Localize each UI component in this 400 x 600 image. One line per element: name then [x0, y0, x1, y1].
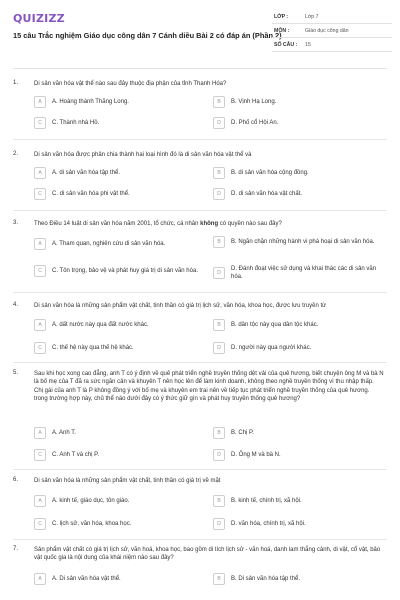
option-letter-box: C [34, 518, 46, 530]
option-c[interactable] [34, 188, 130, 200]
option-d[interactable] [213, 117, 278, 129]
option-b[interactable] [213, 167, 309, 179]
page-title: 15 câu Trắc nghiệm Giáo dục công dân 7 Cánh diều Bài 2 có đáp án (Phần 2) [13, 31, 282, 40]
option-letter-box: B [213, 96, 225, 108]
meta-value: Giáo dục công dân [305, 27, 349, 34]
option-c[interactable] [34, 449, 99, 461]
question-text [34, 220, 384, 228]
option-letter-box: B [213, 236, 225, 248]
option-d[interactable] [213, 342, 311, 354]
option-letter-box: A [34, 319, 46, 331]
option-letter-box: A [34, 495, 46, 507]
option-text: D. người này qua người khác. [231, 344, 312, 351]
header-divider [13, 68, 387, 69]
question-text: Di sản văn hóa là những sản phẩm vật chất, tinh thần có giá trị về mặt [34, 478, 221, 484]
option-text: B. Vịnh Hạ Long. [231, 98, 277, 105]
question-number: 1. [13, 80, 19, 86]
meta-value: 15 [305, 41, 311, 48]
option-a[interactable] [34, 167, 120, 179]
option-b[interactable] [213, 96, 276, 108]
question-divider [13, 362, 387, 363]
meta-value: Lớp 7 [305, 13, 319, 20]
option-c[interactable] [34, 342, 134, 354]
option-a[interactable] [34, 238, 165, 250]
question-text: Di sản văn hóa vật thể nào sau đây thuộc địa phận của tỉnh Thanh Hóa? [34, 81, 227, 87]
option-text: A. Tham quan, nghiên cứu di sản văn hóa. [52, 240, 166, 247]
option-letter-box: D [213, 449, 225, 461]
option-d[interactable] [213, 188, 302, 200]
option-letter-box: A [34, 427, 46, 439]
option-letter-box: B [213, 573, 225, 585]
option-text: B. kinh tế, chính trị, xã hội. [231, 497, 302, 504]
option-letter-box: B [213, 495, 225, 507]
option-text: A. Di sản văn hóa vật thể. [52, 575, 121, 582]
option-b[interactable] [213, 236, 383, 248]
option-letter-box: B [213, 427, 225, 439]
option-text: B. Chị P. [231, 429, 254, 436]
option-b[interactable] [213, 573, 300, 585]
option-letter-box: B [213, 319, 225, 331]
option-text: C. Anh T và chị P. [52, 451, 100, 458]
question-text-part: có quyền nào sau đây? [218, 221, 282, 227]
option-text: C. thế hệ này qua thế hệ khác. [52, 344, 134, 351]
option-a[interactable] [34, 319, 149, 331]
meta-row-count [272, 38, 392, 52]
option-letter-box: C [34, 188, 46, 200]
option-text: C. Tôn trọng, bảo vệ và phát huy giá trị di sản văn hóa. [52, 267, 198, 274]
option-c[interactable] [34, 265, 204, 277]
question-number: 3. [13, 220, 19, 226]
question-number: 4. [13, 302, 19, 308]
question-divider [13, 539, 387, 540]
option-text: B. Di sản văn hóa tập thể. [231, 575, 301, 582]
question-number: 6. [13, 477, 19, 483]
option-text: D. Đánh đoạt việc sử dụng và khai thác các di sản văn hóa. [231, 266, 377, 281]
option-a[interactable] [34, 427, 76, 439]
question-divider [13, 210, 387, 211]
meta-label: LỚP : [274, 13, 289, 20]
question-text-part: Theo Điều 14 luật di sản văn hóa năm 2001, tổ chức, cá nhân [34, 221, 201, 227]
option-text: C. lịch sử, văn hóa, khoa học. [52, 520, 132, 527]
question-divider [13, 469, 387, 470]
question-text: Di sản văn hóa là những sản phẩm vật chất, tinh thần có giá trị lịch sử, văn hóa, khoa học, được lưu truyền từ [34, 303, 327, 309]
option-a[interactable] [34, 96, 129, 108]
option-c[interactable] [34, 117, 99, 129]
option-d[interactable] [213, 449, 281, 461]
option-letter-box: D [213, 267, 225, 279]
meta-label: MÔN : [274, 27, 290, 34]
option-text: D. văn hóa, chính trị, xã hội. [231, 520, 306, 527]
option-text: D. Phố cổ Hội An. [231, 119, 279, 126]
option-text: B. dân tộc này qua dân tộc khác. [231, 321, 319, 328]
option-b[interactable] [213, 319, 318, 331]
meta-table [272, 10, 392, 52]
option-a[interactable] [34, 573, 121, 585]
option-letter-box: A [34, 96, 46, 108]
option-text: B. Ngăn chặn những hành vi phá hoại di sản văn hóa. [231, 238, 375, 245]
question-text: Sau khi học xong cao đẳng, anh T có ý định về quê phát triển nghề truyền thống dệt vải của quê hương, biết chuyện ông M và bà N là bố mẹ của T đã ra sức ngăn cản và khuyên T nên học lên để làm kinh doanh, không theo nghề truyền thống vì thu nhập thấp. Chị gái của anh T là P không đồng ý với bố mẹ và khuyên em trai nên về tiếp tục phát triển nghề truyền thống của quê hương. trong trường hợp này, chủ thể nào dưới đây có ý thức giữ gìn và phát huy truyền thống quê hương? [34, 371, 384, 403]
question-text-emphasis: không [200, 221, 219, 227]
option-letter-box: D [213, 117, 225, 129]
option-text: A. Anh T. [52, 429, 76, 436]
option-letter-box: D [213, 342, 225, 354]
option-letter-box: C [34, 117, 46, 129]
option-letter-box: D [213, 518, 225, 530]
option-text: A. dất nước này qua đất nước khác. [52, 321, 149, 328]
option-letter-box: C [34, 265, 46, 277]
option-text: A. Hoàng thành Thăng Long. [52, 98, 129, 105]
meta-row-subject [272, 24, 392, 38]
option-text: D. Ông M và bà N. [231, 451, 281, 458]
option-letter-box: D [213, 188, 225, 200]
question-number: 7. [13, 546, 19, 552]
option-c[interactable] [34, 518, 131, 530]
meta-row-grade [272, 10, 392, 24]
option-text: A. kinh tế, giáo dục, tôn giáo. [52, 497, 130, 504]
quizizz-logo[interactable]: QUIZIZZ [13, 12, 65, 25]
meta-label: SỐ CÂU : [274, 41, 298, 48]
option-text: C. di sản văn hóa phi vật thể. [52, 190, 130, 197]
option-d[interactable] [213, 265, 383, 282]
option-a[interactable] [34, 495, 129, 507]
option-text: B. di sản văn hóa cộng đồng. [231, 169, 309, 176]
option-d[interactable] [213, 518, 306, 530]
option-letter-box: C [34, 449, 46, 461]
option-text: D. di sản văn hóa vật chất. [231, 190, 303, 197]
question-text: Sản phẩm vật chất có giá trị lịch sử, văn hoá, khoa học, bao gồm di tích lịch sử - văn hoá, danh lam thắng cảnh, di vật, cổ vật, bảo vật quốc gia là nội dung của khái niệm nào sau đây? [34, 547, 381, 562]
option-text: A. di sản văn hóa tập thể. [52, 169, 121, 176]
option-b[interactable] [213, 495, 302, 507]
option-letter-box: A [34, 573, 46, 585]
option-b[interactable] [213, 427, 254, 439]
option-letter-box: C [34, 342, 46, 354]
option-text: C. Thành nhà Hồ. [52, 119, 100, 126]
worksheet-header [0, 0, 400, 64]
option-letter-box: A [34, 167, 46, 179]
question-divider [13, 139, 387, 140]
option-letter-box: A [34, 238, 46, 250]
question-number: 5. [13, 370, 19, 376]
question-divider [13, 292, 387, 293]
question-number: 2. [13, 151, 19, 157]
option-letter-box: B [213, 167, 225, 179]
question-text: Di sản văn hóa được phân chia thành hai loại hình đó là di sản văn hóa vật thể và [34, 152, 252, 158]
